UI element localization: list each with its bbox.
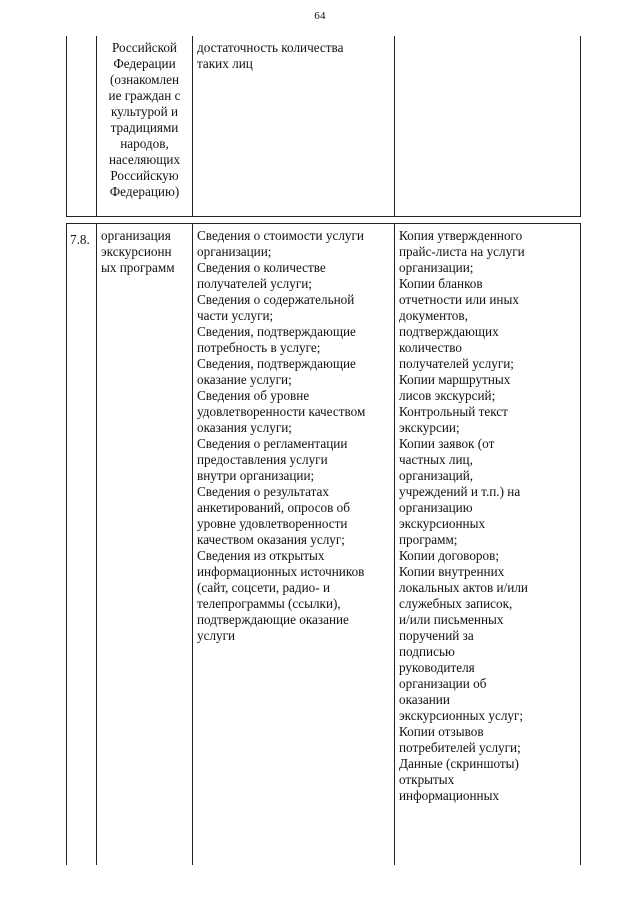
text-line: культурой и xyxy=(110,104,179,119)
text-line: подтверждающих xyxy=(399,324,499,339)
text-line: экскурсионных xyxy=(399,516,486,531)
continued-name-cell xyxy=(97,36,193,217)
text-line: организации об xyxy=(399,676,487,691)
text-line: экскурсии; xyxy=(399,420,460,435)
requirements-table xyxy=(66,36,581,865)
text-line: локальных актов и/или xyxy=(399,580,528,595)
continued-info-lines xyxy=(197,40,390,72)
item-docs-lines xyxy=(399,228,576,804)
text-line: Федерации xyxy=(113,56,176,71)
text-line: удовлетворенности качеством xyxy=(197,404,366,419)
text-line: услуги xyxy=(197,628,236,643)
text-line: информационных xyxy=(399,788,500,803)
text-line: организации; xyxy=(399,260,474,275)
text-line: традициями xyxy=(110,120,179,135)
item-name-lines xyxy=(101,228,188,276)
text-line: телепрограммы (ссылки), xyxy=(197,596,341,611)
text-line: отчетности или иных xyxy=(399,292,519,307)
text-line: потребителей услуги; xyxy=(399,740,521,755)
text-line: Сведения об уровне xyxy=(197,388,310,403)
text-line: Федерацию) xyxy=(109,184,180,199)
text-line: Копии маршрутных xyxy=(399,372,511,387)
text-line: лисов экскурсий; xyxy=(399,388,496,403)
text-line: Копии отзывов xyxy=(399,724,484,739)
text-line: Сведения о содержательной xyxy=(197,292,355,307)
text-line: экскурсионных услуг; xyxy=(399,708,524,723)
table-row-continued xyxy=(67,36,581,217)
text-line: поручений за xyxy=(399,628,474,643)
text-line: и/или письменных xyxy=(399,612,504,627)
text-line: (сайт, соцсети, радио- и xyxy=(197,580,331,595)
text-line: Сведения, подтверждающие xyxy=(197,356,356,371)
text-line: части услуги; xyxy=(197,308,274,323)
table-row-item xyxy=(67,224,581,866)
text-line: оказание услуги; xyxy=(197,372,292,387)
continued-number-cell xyxy=(67,36,97,217)
text-line: Сведения о стоимости услуги xyxy=(197,228,364,243)
text-line: внутри организации; xyxy=(197,468,315,483)
text-line: организации; xyxy=(197,244,272,259)
text-line: программ; xyxy=(399,532,458,547)
text-line: получателей услуги; xyxy=(197,276,312,291)
text-line: Копии договоров; xyxy=(399,548,499,563)
text-line: руководителя xyxy=(399,660,475,675)
item-name-cell xyxy=(97,224,193,866)
text-line: информационных источников xyxy=(197,564,365,579)
text-line: оказания услуги; xyxy=(197,420,292,435)
text-line: учреждений и т.п.) на xyxy=(399,484,521,499)
text-line: Копии бланков xyxy=(399,276,483,291)
text-line: организация xyxy=(101,228,171,243)
item-info-cell xyxy=(193,224,395,866)
text-line: получателей услуги; xyxy=(399,356,514,371)
text-line: ых программ xyxy=(101,260,175,275)
text-line: оказании xyxy=(399,692,450,707)
text-line: ие граждан с xyxy=(108,88,181,103)
text-line: Сведения о количестве xyxy=(197,260,326,275)
page-number: 64 xyxy=(314,10,326,22)
continued-docs-cell xyxy=(395,36,581,217)
text-line: уровне удовлетворенности xyxy=(197,516,348,531)
text-line: Сведения, подтверждающие xyxy=(197,324,356,339)
item-docs-cell xyxy=(395,224,581,866)
text-line: Данные (скриншоты) xyxy=(399,756,519,771)
text-line: организаций, xyxy=(399,468,474,483)
text-line: частных лиц, xyxy=(399,452,473,467)
text-line: организацию xyxy=(399,500,473,515)
text-line: таких лиц xyxy=(197,56,253,71)
text-line: качеством оказания услуг; xyxy=(197,532,345,547)
text-line: предоставления услуги xyxy=(197,452,328,467)
text-line: населяющих xyxy=(108,152,181,167)
text-line: Копия утвержденного xyxy=(399,228,523,243)
text-line: Контрольный текст xyxy=(399,404,508,419)
text-line: Копии заявок (от xyxy=(399,436,495,451)
text-line: служебных записок, xyxy=(399,596,513,611)
continued-name-lines xyxy=(101,40,188,200)
text-line: подтверждающие оказание xyxy=(197,612,349,627)
text-line: подписью xyxy=(399,644,455,659)
text-line: количество xyxy=(399,340,462,355)
text-line: Сведения о регламентации xyxy=(197,436,348,451)
text-line: Российской xyxy=(112,40,177,55)
text-line: Российскую xyxy=(110,168,179,183)
text-line: прайс-листа на услуги xyxy=(399,244,525,259)
item-number: 7.8. xyxy=(67,224,97,866)
text-line: Сведения о результатах xyxy=(197,484,330,499)
text-line: анкетирований, опросов об xyxy=(197,500,350,515)
text-line: Копии внутренних xyxy=(399,564,505,579)
text-line: документов, xyxy=(399,308,468,323)
text-line: экскурсионн xyxy=(101,244,172,259)
text-line: потребность в услуге; xyxy=(197,340,321,355)
text-line: (ознакомлен xyxy=(109,72,180,87)
text-line: открытых xyxy=(399,772,455,787)
item-info-lines xyxy=(197,228,390,644)
text-line: Сведения из открытых xyxy=(197,548,325,563)
text-line: достаточность количества xyxy=(197,40,344,55)
continued-info-cell xyxy=(193,36,395,217)
table-row-separator xyxy=(67,217,581,224)
text-line: народов, xyxy=(120,136,169,151)
